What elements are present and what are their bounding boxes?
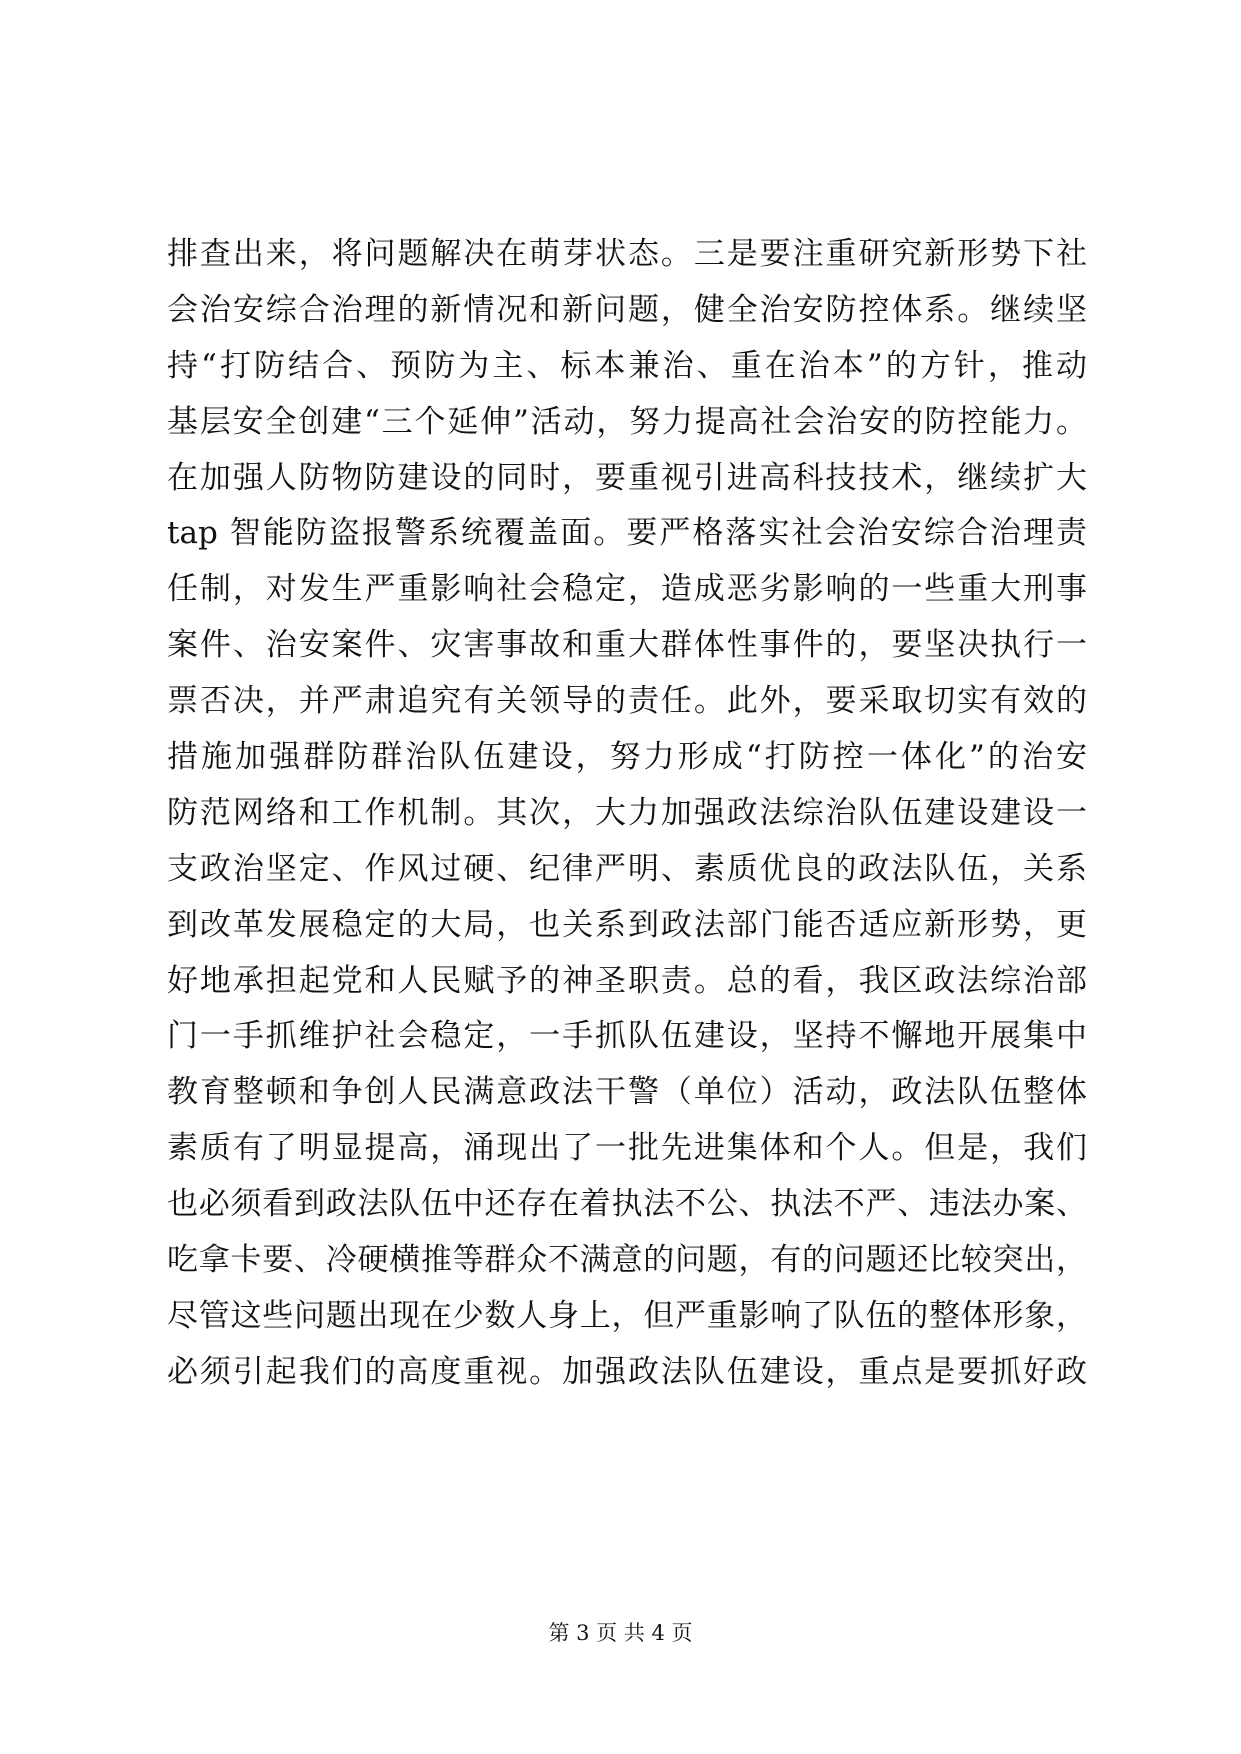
text-line: 票否决，并严肃追究有关领导的责任。此外，要采取切实有效的	[167, 683, 1087, 720]
text-line: 措施加强群防群治队伍建设，努力形成“打防控一体化”的治安	[167, 739, 1087, 776]
text-line: 吃拿卡要、冷硬横推等群众不满意的问题，有的问题还比较突出，	[167, 1242, 1087, 1279]
text-line: 防范网络和工作机制。其次，大力加强政法综治队伍建设建设一	[167, 794, 1087, 831]
body-text	[167, 227, 1087, 1401]
text-line: 支政治坚定、作风过硬、纪律严明、素质优良的政法队伍，关系	[167, 850, 1087, 887]
text-line: 好地承担起党和人民赋予的神圣职责。总的看，我区政法综治部	[167, 962, 1087, 999]
text-line: 案件、治安案件、灾害事故和重大群体性事件的，要坚决执行一	[167, 627, 1087, 664]
text-line: 尽管这些问题出现在少数人身上，但严重影响了队伍的整体形象，	[167, 1297, 1087, 1334]
text-line: 必须引起我们的高度重视。加强政法队伍建设，重点是要抓好政	[167, 1353, 1087, 1390]
text-line: 持“打防结合、预防为主、标本兼治、重在治本”的方针，推动	[167, 347, 1087, 384]
text-line: 教育整顿和争创人民满意政法干警（单位）活动，政法队伍整体	[167, 1074, 1087, 1111]
text-line: 门一手抓维护社会稳定，一手抓队伍建设，坚持不懈地开展集中	[167, 1018, 1087, 1055]
text-line: 基层安全创建“三个延伸”活动，努力提高社会治安的防控能力。	[167, 403, 1087, 440]
text-line: 排查出来，将问题解决在萌芽状态。三是要注重研究新形势下社	[167, 236, 1087, 272]
page-footer	[0, 1618, 1241, 1648]
text-line: 到改革发展稳定的大局，也关系到政法部门能否适应新形势，更	[167, 906, 1087, 943]
page-number-label: 第 3 页 共 4 页	[548, 1621, 693, 1645]
text-line: 任制，对发生严重影响社会稳定，造成恶劣影响的一些重大刑事	[167, 571, 1087, 608]
text-line: 在加强人防物防建设的同时，要重视引进高科技技术，继续扩大	[167, 459, 1087, 496]
text-line: 也必须看到政法队伍中还存在着执法不公、执法不严、违法办案、	[167, 1186, 1087, 1223]
text-line: 素质有了明显提高，涌现出了一批先进集体和个人。但是，我们	[167, 1130, 1087, 1167]
text-line: tap 智能防盗报警系统覆盖面。要严格落实社会治安综合治理责	[167, 515, 1087, 552]
text-line: 会治安综合治理的新情况和新问题，健全治安防控体系。继续坚	[167, 291, 1087, 328]
